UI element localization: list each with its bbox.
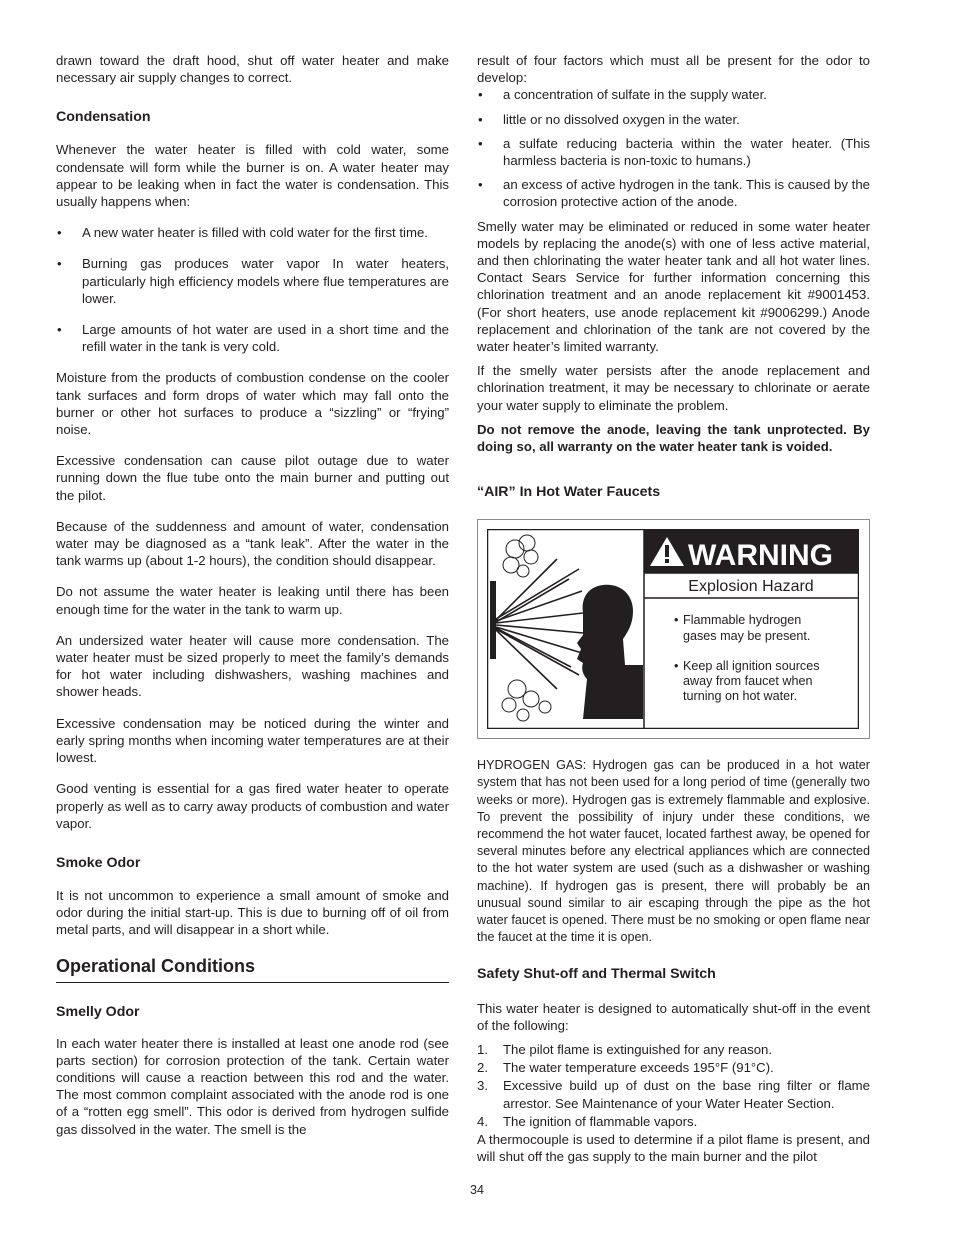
warning-title: WARNING xyxy=(688,539,833,573)
condensation-list xyxy=(56,224,449,355)
result-paragraph: result of four factors which must all be present for the odor to develop: xyxy=(477,53,870,86)
smoke-odor-paragraph: It is not uncommon to experience a small amount of smoke and odor during the initial start-up. This is due to burning off of oil from metal parts, and will disappear in a short while. xyxy=(56,887,449,938)
warning-label-graphic xyxy=(487,529,859,729)
warning-bullet: • xyxy=(674,613,679,628)
excessive-paragraph: Excessive condensation can cause pilot outage due to water running down the flue tube onto the main burner and putting out the pilot. xyxy=(56,453,449,503)
safety-shutoff-paragraph: This water heater is designed to automatically shut-off in the event of the following: xyxy=(477,1000,870,1033)
smelly-water-paragraph: Smelly water may be eliminated or reduced in some water heater models by replacing the anode(s) with one of less active material, and then chlorinating the water heater tank and all hot water lines. Contact Sears Service for further information concerning this chlorination treatment and an anode replacement kit #9001453. (For short heaters, use anode replacement kit #9006299.) Anode replacement and chlorination of the tank are not covered by the water heater’s limited warranty. xyxy=(477,218,870,355)
list-item: • Burning gas produces water vapor In water heaters, particularly high efficiency models where flue temperatures are lower. xyxy=(57,256,449,306)
warranty-warning-paragraph: Do not remove the anode, leaving the tank unprotected. By doing so, all warranty on the water heater tank is voided. xyxy=(477,421,870,455)
list-item: 3. Excessive build up of dust on the base ring filter or flame arrestor. See Maintenance of your Water Heater Section. xyxy=(477,1078,870,1111)
thermocouple-paragraph: A thermocouple is used to determine if a pilot flame is present, and will shut off the gas supply to the main burner and the pilot xyxy=(477,1131,870,1165)
do-not-assume-paragraph: Do not assume the water heater is leaking until there has been enough time for the water in the tank to warm up. xyxy=(56,584,449,617)
suddenness-paragraph: Because of the suddenness and amount of water, condensation water may be diagnosed as a “tank leak”. After the water in the tank warms up (about 1-2 hours), the condition should disappear. xyxy=(56,518,449,569)
undersized-paragraph: An undersized water heater will cause more condensation. The water heater must be sized properly to meet the family’s demands for hot water including dishwashers, washing machines and shower heads. xyxy=(56,632,449,700)
excessive-winter-paragraph: Excessive condensation may be noticed during the winter and early spring months when incoming water temperatures are at their lowest. xyxy=(56,715,449,766)
warning-line: Keep all ignition sources xyxy=(683,659,820,674)
intro-paragraph: drawn toward the draft hood, shut off water heater and make necessary air supply changes to correct. xyxy=(56,53,449,86)
operational-conditions-heading: Operational Conditions xyxy=(56,955,449,983)
safety-shutoff-heading: Safety Shut-off and Thermal Switch xyxy=(477,965,716,982)
venting-paragraph: Good venting is essential for a gas fired water heater to operate properly as well as to carry away products of combustion and water vapor. xyxy=(56,781,449,831)
warning-line: Flammable hydrogen xyxy=(683,613,802,628)
odor-factors-list xyxy=(477,86,870,210)
list-item: • a sulfate reducing bacteria within the water heater. (This harmless bacteria is non-toxic to humans.) xyxy=(478,135,870,169)
left-column xyxy=(56,52,449,1138)
list-item: • a concentration of sulfate in the supply water. xyxy=(478,87,767,103)
safety-conditions-list xyxy=(477,1041,870,1130)
list-item: • an excess of active hydrogen in the tank. This is caused by the corrosion protective action of the anode. xyxy=(478,177,870,210)
list-item: • Large amounts of hot water are used in a short time and the refill water in the tank is very cold. xyxy=(57,322,449,355)
condensation-heading: Condensation xyxy=(56,109,151,126)
hazard-title: Explosion Hazard xyxy=(688,578,814,596)
persists-paragraph: If the smelly water persists after the anode replacement and chlorination treatment, it may be necessary to chlorinate or aerate your water supply to eliminate the problem. xyxy=(477,363,870,413)
air-in-faucets-heading: “AIR” In Hot Water Faucets xyxy=(477,484,661,501)
list-item: 4. The ignition of flammable vapors. xyxy=(477,1113,698,1129)
page-number: 34 xyxy=(470,1183,484,1197)
hydrogen-gas-paragraph: HYDROGEN GAS: Hydrogen gas can be produced in a hot water system that has not been used for a long period of time (generally two weeks or more). Hydrogen gas is extremely flammable and explosive. To prevent the possibility of injury under these conditions, we recommend the hot water faucet, located farthest away, be opened for several minutes before any electrical appliances which are connected to the hot water system are used (such as a dishwasher or washing machine). If hydrogen gas is present, there will probably be an unusual sound similar to air escaping through the pipe as the hot water faucet is opened. There must be no smoking or open flame near the faucet at the time it is open. xyxy=(477,758,870,945)
list-item: 2. The water temperature exceeds 195°F (91°C). xyxy=(477,1060,774,1076)
right-column xyxy=(477,52,870,1165)
smelly-odor-heading: Smelly Odor xyxy=(56,1003,140,1020)
moisture-paragraph: Moisture from the products of combustion condense on the cooler tank surfaces and form drops of water which may fall onto the burner or other hot surfaces to produce a “sizzling” or “frying” noise. xyxy=(56,370,449,438)
warning-line: turning on hot water. xyxy=(683,689,798,704)
warning-line: gases may be present. xyxy=(683,629,811,644)
warning-line: away from faucet when xyxy=(683,674,813,689)
list-item: • little or no dissolved oxygen in the water. xyxy=(478,111,740,127)
warning-bullet: • xyxy=(674,659,679,674)
condensation-paragraph: Whenever the water heater is filled with cold water, some condensate will form while the burner is on. A water heater may appear to be leaking when in fact the water is condensation. This usually happens when: xyxy=(56,142,449,210)
smelly-odor-paragraph: In each water heater there is installed at least one anode rod (see parts section) for corrosion protection of the tank. Certain water conditions will cause a reaction between this rod and the water. The most common complaint associated with the anode rod is one of a “rotten egg smell”. This odor is derived from hydrogen sulfide gas dissolved in the water. The smell is the xyxy=(56,1035,449,1137)
list-item: • A new water heater is filled with cold water for the first time. xyxy=(57,225,428,241)
explosion-hazard-warning-label xyxy=(477,519,870,739)
smoke-odor-heading: Smoke Odor xyxy=(56,854,141,871)
list-item: 1. The pilot flame is extinguished for any reason. xyxy=(477,1041,773,1057)
